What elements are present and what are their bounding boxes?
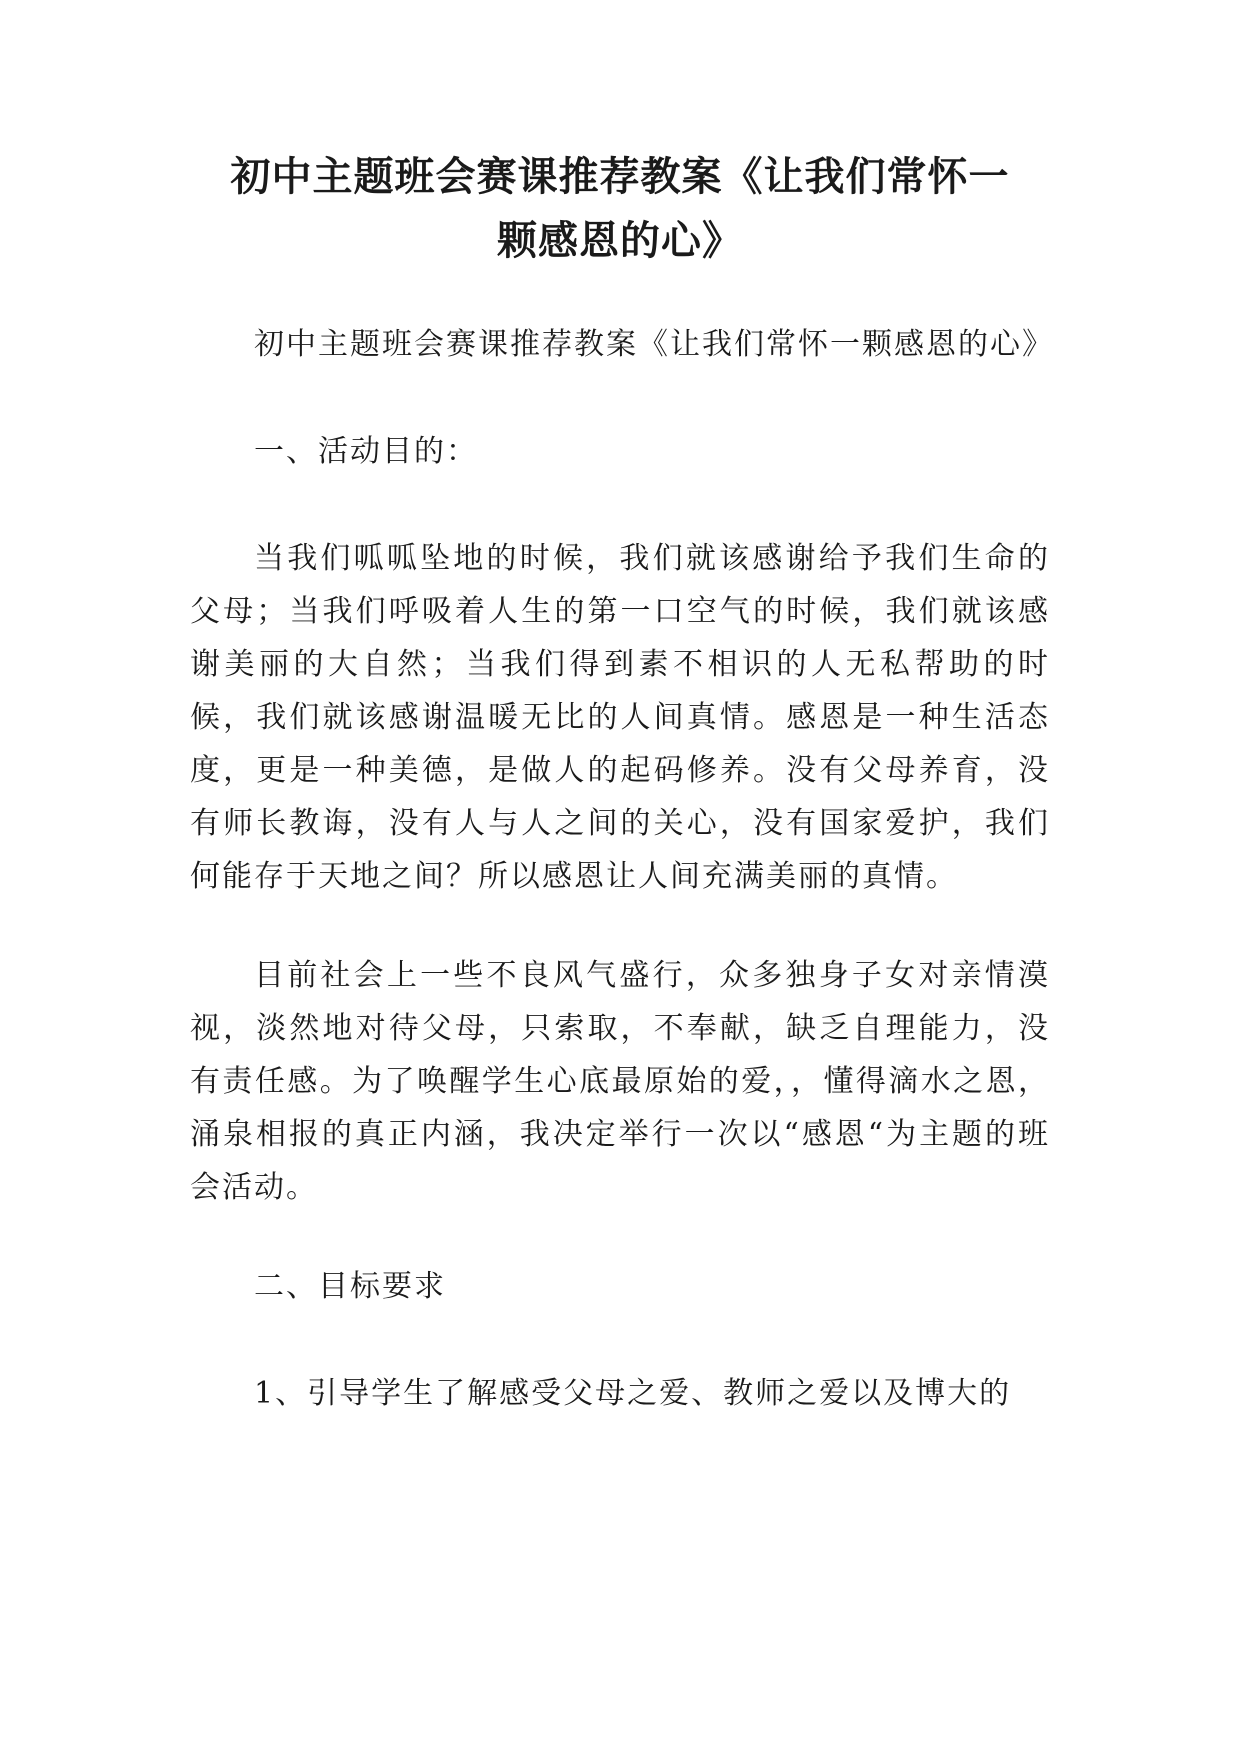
intro-paragraph: 初中主题班会赛课推荐教案《让我们常怀一颗感恩的心》	[254, 327, 1054, 362]
purpose-paragraph-1: 当我们呱呱坠地的时候，我们就该感谢给予我们生命的父母；当我们呼吸着人生的第一口空气的时候，我们就该感谢美丽的大自然；当我们得到素不相识的人无私帮助的时候，我们就该感谢温暖无比的人间真情。感恩是一种生活态度，更是一种美德，是做人的起码修养。没有父母养育，没有师长教诲，没有人与人之间的关心，没有国家爱护，我们何能存于天地之间？所以感恩让人间充满美丽的真情。	[190, 541, 1050, 894]
document-title	[150, 145, 1090, 273]
section-heading-activity-purpose: 一、活动目的：	[254, 434, 478, 469]
purpose-paragraph-2: 目前社会上一些不良风气盛行，众多独身子女对亲情漠视，淡然地对待父母，只索取，不奉献，缺乏自理能力，没有责任感。为了唤醒学生心底最原始的爱，，懂得滴水之恩，涌泉相报的真正内涵，我决定举行一次以“感恩“为主题的班会活动。	[190, 958, 1050, 1205]
title-line-1: 初中主题班会赛课推荐教案《让我们常怀一	[230, 153, 1010, 200]
title-line-2: 颗感恩的心》	[497, 217, 743, 264]
goal-item-1: 1、引导学生了解感受父母之爱、教师之爱以及博大的	[254, 1376, 1012, 1411]
section-heading-goals: 二、目标要求	[254, 1269, 446, 1304]
